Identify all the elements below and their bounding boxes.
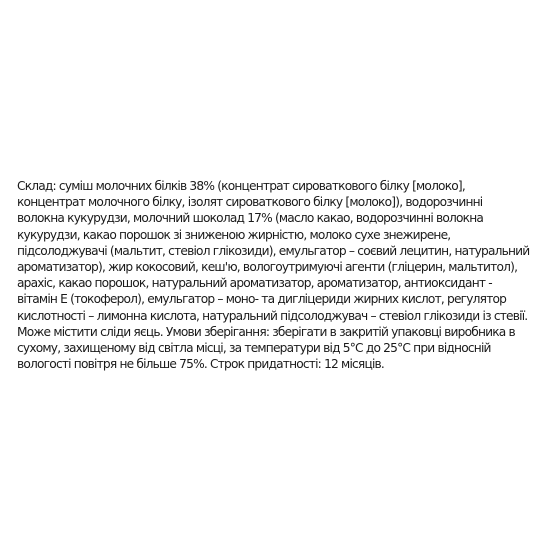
text-line: Може містити сліди яєць. Умови зберігання: зберігати в закритій упаковці виробника в xyxy=(17,324,515,339)
text-line: волокна кукурудзи, молочний шоколад 17% (масло какао, водорозчинні волокна xyxy=(17,211,484,226)
text-line: підсолоджувачі (мальтит, стевіол глікозиди), емульгатор – соєвий лецитин, натуральний xyxy=(17,243,530,258)
text-line: сухому, захищеному від світла місці, за температури від 5°С до 25°С при відносній xyxy=(17,341,491,356)
ingredients-text-block xyxy=(17,178,547,372)
text-line: арахіс, какао порошок, натуральний ароматизатор, ароматизатор, антиоксидант - xyxy=(17,276,492,291)
text-line: концентрат молочного білку, ізолят сироваткового білку [молоко]), водорозчинні xyxy=(17,195,483,210)
text-line: вітамін Е (токоферол), емульгатор – моно- та дигліцериди жирних кислот, регулятор xyxy=(17,292,507,307)
text-line: Склад: суміш молочних білків 38% (концентрат сироваткового білку [молоко], xyxy=(17,179,465,193)
text-line: ароматизатор), жир кокосовий, кеш'ю, вологоутримуючі агенти (гліцерин, мальтитол), xyxy=(17,260,518,275)
text-line: кислотності – лимонна кислота, натуральний підсолоджувач – стевіол глікозиди із стевії. xyxy=(17,308,528,323)
text-line: вологості повітря не більше 75%. Строк придатності: 12 місяців. xyxy=(17,357,384,372)
text-line: кукурудзи, какао порошок зі зниженою жирністю, молоко сухе знежирене, xyxy=(17,227,451,242)
